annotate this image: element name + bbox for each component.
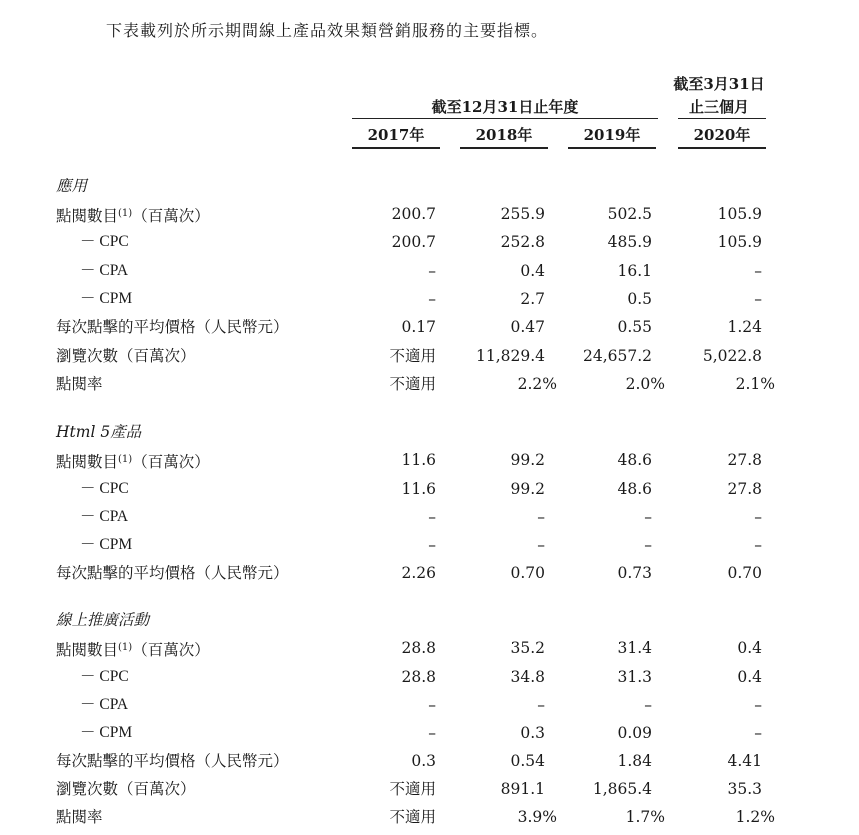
cell-2020: – [754,290,762,308]
cell-2017: 不適用 [389,780,436,798]
table-row [0,285,859,313]
cell-2020: 4.41 [727,752,762,770]
cell-2020: 35.3 [727,780,762,798]
table-row [0,475,859,503]
cell-2020: 0.4 [737,639,762,657]
cell-2017: 200.7 [391,205,436,223]
cell-2018: 0.70 [510,564,545,582]
row-label: － CPC [80,480,129,497]
year-header-2017: 2017年 [367,126,425,144]
cell-2017: 11.6 [401,480,436,498]
row-label: 每次點擊的平均價格（人民幣元） [56,752,289,770]
cell-2020: 1.2% [735,808,775,826]
section-title-html5 [0,418,859,446]
cell-2017: 2.26 [401,564,436,582]
year-2020-underline [678,147,766,149]
table-row [0,559,859,587]
fiscal-year-group-header: 截至12月31日止年度 [431,98,579,116]
row-label: 每次點擊的平均價格（人民幣元） [56,564,289,582]
cell-2019: 48.6 [617,451,652,469]
cell-2020: 27.8 [727,480,762,498]
cell-2017: 28.8 [401,639,436,657]
cell-2018: 0.47 [510,318,545,336]
cell-2017: 0.17 [401,318,436,336]
row-label: 點閱率 [56,375,103,393]
cell-2018: 3.9% [517,808,557,826]
cell-2020: – [754,262,762,280]
cell-2017: – [428,696,436,714]
cell-2018: 34.8 [510,668,545,686]
table-row [0,719,859,747]
table-row [0,775,859,803]
cell-2018: 99.2 [510,451,545,469]
cell-2018: 0.3 [520,724,545,742]
year-2019-underline [568,147,656,149]
table-row [0,200,859,228]
cell-2017: – [428,508,436,526]
year-header-2020: 2020年 [693,126,751,144]
cell-2019: 0.55 [617,318,652,336]
table-row [0,313,859,341]
cell-2017: – [428,262,436,280]
year-header-2019: 2019年 [583,126,641,144]
quarter-header-underline [678,118,766,119]
cell-2019: 1.7% [625,808,665,826]
table-row [0,531,859,559]
cell-2019: 2.0% [625,375,665,393]
row-label: － CPM [80,290,133,307]
cell-2018: – [537,508,545,526]
row-label: － CPA [80,696,129,713]
cell-2017: 11.6 [401,451,436,469]
cell-2020: 5,022.8 [702,347,762,365]
cell-2019: 502.5 [607,205,652,223]
cell-2019: 1,865.4 [592,780,652,798]
cell-2019: 48.6 [617,480,652,498]
cell-2019: – [644,696,652,714]
cell-2020: 105.9 [717,233,762,251]
row-label: 點閱數目$^{(1)}$（百萬次） [56,453,210,471]
cell-2017: 28.8 [401,668,436,686]
table-row [0,446,859,474]
cell-2017: – [428,724,436,742]
row-label: 瀏覽次數（百萬次） [56,780,196,798]
cell-2018: 11,829.4 [475,347,545,365]
cell-2020: 105.9 [717,205,762,223]
group-header-underline [352,118,658,119]
year-header-2018: 2018年 [475,126,533,144]
cell-2019: 31.3 [617,668,652,686]
row-label: － CPM [80,724,133,741]
cell-2019: – [644,508,652,526]
cell-2017: 不適用 [389,808,436,826]
cell-2018: 255.9 [500,205,545,223]
section-title-online-promotion [0,606,859,634]
cell-2020: 0.4 [737,668,762,686]
cell-2020: – [754,724,762,742]
cell-2018: 35.2 [510,639,545,657]
cell-2020: 1.24 [727,318,762,336]
cell-2018: 99.2 [510,480,545,498]
cell-2020: 2.1% [735,375,775,393]
cell-2018: 0.54 [510,752,545,770]
section-title-app [0,172,859,200]
cell-2018: – [537,536,545,554]
cell-2019: 0.5 [627,290,652,308]
row-label: － CPA [80,262,129,279]
row-label: － CPM [80,536,133,553]
cell-2019: 0.09 [617,724,652,742]
table-row [0,634,859,662]
table-row [0,503,859,531]
cell-2020: – [754,696,762,714]
section-title: 線上推廣活動 [56,611,150,629]
cell-2017: – [428,536,436,554]
row-label: 點閱率 [56,808,103,826]
row-label: － CPA [80,508,129,525]
cell-2017: 不適用 [389,375,436,393]
cell-2018: 2.2% [517,375,557,393]
row-label: 點閱數目$^{(1)}$（百萬次） [56,207,210,225]
section-title: Html 5產品 [56,423,142,441]
table-row [0,370,859,398]
row-label: 每次點擊的平均價格（人民幣元） [56,318,289,336]
table-row [0,803,859,831]
cell-2020: – [754,536,762,554]
cell-2019: 485.9 [607,233,652,251]
quarter-header-line1: 截至3月31日 [673,75,765,93]
row-label: － CPC [80,233,129,250]
cell-2020: – [754,508,762,526]
cell-2018: 0.4 [520,262,545,280]
cell-2017: – [428,290,436,308]
cell-2019: 31.4 [617,639,652,657]
cell-2020: 0.70 [727,564,762,582]
cell-2019: 1.84 [617,752,652,770]
year-2018-underline [460,147,548,149]
cell-2018: 2.7 [520,290,545,308]
year-2017-underline [352,147,440,149]
table-row [0,257,859,285]
cell-2019: 24,657.2 [582,347,652,365]
table-row [0,342,859,370]
cell-2017: 0.3 [411,752,436,770]
quarter-header-line2: 止三個月 [688,98,749,116]
row-label: 瀏覽次數（百萬次） [56,347,196,365]
cell-2017: 200.7 [391,233,436,251]
cell-2019: 16.1 [617,262,652,280]
cell-2019: – [644,536,652,554]
row-label: － CPC [80,668,129,685]
cell-2019: 0.73 [617,564,652,582]
table-row [0,663,859,691]
table-row [0,228,859,256]
cell-2018: – [537,696,545,714]
cell-2018: 252.8 [500,233,545,251]
cell-2018: 891.1 [500,780,545,798]
table-row [0,691,859,719]
row-label: 點閱數目$^{(1)}$（百萬次） [56,641,210,659]
cell-2017: 不適用 [389,347,436,365]
intro-text: 下表載列於所示期間線上產品效果類營銷服務的主要指標。 [106,21,549,40]
section-title: 應用 [56,177,88,195]
cell-2020: 27.8 [727,451,762,469]
table-row [0,747,859,775]
